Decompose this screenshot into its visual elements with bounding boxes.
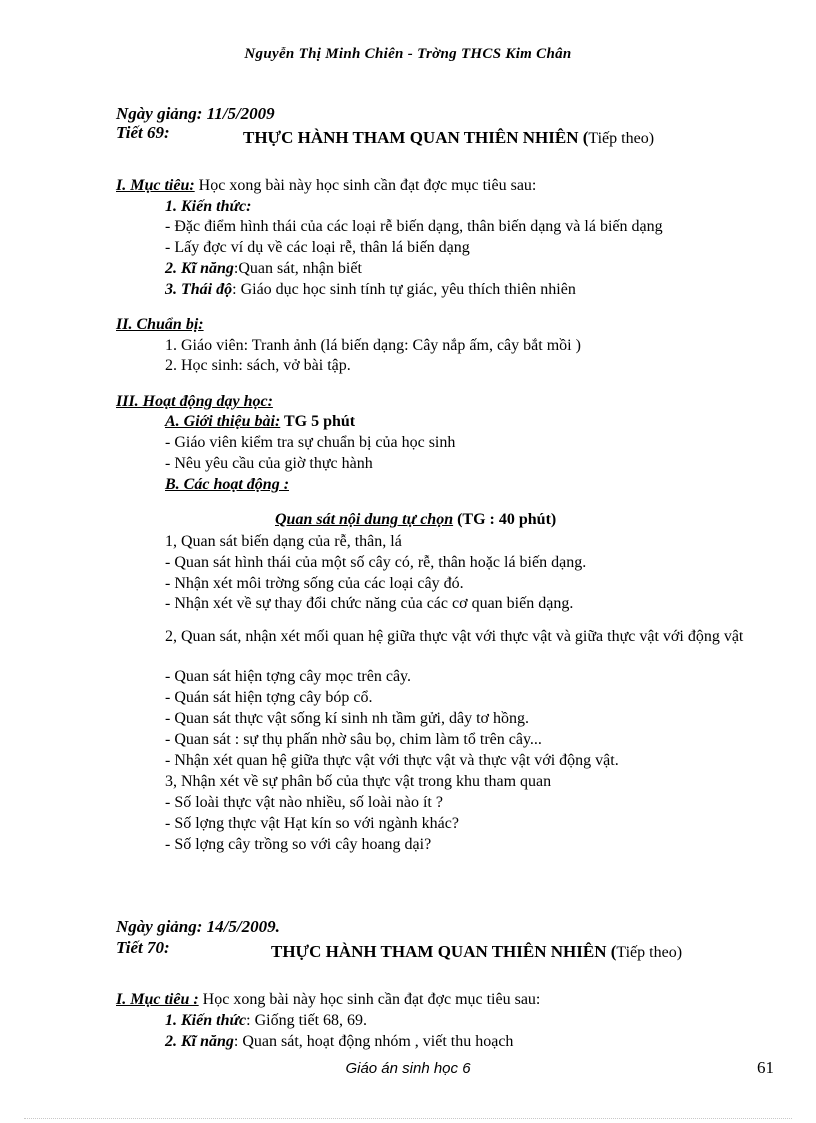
section-objectives-heading: I. Mục tiêu: (116, 177, 195, 194)
objectives-line (116, 177, 536, 195)
lesson-title (243, 128, 654, 148)
lesson-date: Ngày giảng: 11/5/2009 (116, 104, 275, 123)
knowledge-heading: 1. Kiến thức (165, 1012, 247, 1029)
activity-item: - Quan sát hiện tợng cây mọc trên cây. (165, 668, 411, 685)
lesson-title-main: THỰC HÀNH THAM QUAN THIÊN NHIÊN ( (243, 128, 589, 147)
intro-item: - Giáo viên kiểm tra sự chuẩn bị của học sinh (165, 434, 456, 451)
preparation-item: 2. Học sinh: sách, vở bài tập. (165, 357, 351, 374)
lesson-period: Tiết 70: (116, 938, 170, 957)
activity-head-wrapped: 2, Quan sát, nhận xét mối quan hệ giữa thực vật với thực vật và giữa thực vật với động vật (165, 628, 744, 645)
section-objectives-heading: I. Mục tiêu : (116, 991, 199, 1008)
activity-item: - Quan sát hình thái của một số cây có, rễ, thân hoặc lá biến dạng. (165, 554, 587, 571)
skill-text: : Quan sát, hoạt động nhóm , viết thu hoạch (233, 1033, 514, 1050)
knowledge-text: : Giống tiết 68, 69. (246, 1012, 368, 1029)
observe-time: (TG : 40 phút) (453, 511, 557, 528)
activity-item: - Nhận xét quan hệ giữa thực vật với thực vật và thực vật với động vật. (165, 752, 619, 769)
activities-subheading: B. Các hoạt động : (165, 476, 290, 493)
skill-heading: 2. Kĩ năng (165, 260, 234, 277)
activity-item: - Số lợng cây trồng so với cây hoang dại? (165, 836, 432, 853)
lesson-title-tiep: Tiếp theo) (588, 130, 655, 147)
activity-item: - Nhận xét môi trờng sống của các loại cây đó. (165, 575, 464, 592)
page-number: 61 (757, 1058, 774, 1077)
knowledge-item: - Lấy đợc ví dụ về các loại rễ, thân lá biến dạng (165, 239, 470, 256)
activity-item: - Số lợng thực vật Hạt kín so với ngành khác? (165, 815, 459, 832)
section-activities-heading: III. Hoạt động dạy học: (116, 393, 273, 410)
activity-item: - Số loài thực vật nào nhiều, số loài nào ít ? (165, 794, 443, 811)
activity-head: 1, Quan sát biến dạng của rễ, thân, lá (165, 533, 402, 550)
intro-heading: A. Giới thiệu bài: (165, 413, 281, 430)
attitude-line (165, 281, 576, 299)
knowledge-line (165, 1012, 367, 1030)
observe-heading: Quan sát nội dung tự chọn (275, 511, 454, 528)
intro-line (165, 413, 355, 431)
activity-item: - Quán sát hiện tợng cây bóp cổ. (165, 689, 373, 706)
lesson-title-main: THỰC HÀNH THAM QUAN THIÊN NHIÊN ( (271, 942, 617, 961)
skill-line (165, 1033, 513, 1051)
knowledge-item: - Đặc điểm hình thái của các loại rễ biến dạng, thân biến dạng và lá biến dạng (165, 218, 663, 235)
objectives-line (116, 991, 540, 1009)
preparation-item: 1. Giáo viên: Tranh ảnh (lá biến dạng: Cây nắp ấm, cây bắt mồi ) (165, 337, 581, 354)
intro-time: TG 5 phút (280, 413, 356, 430)
lesson-period: Tiết 69: (116, 123, 170, 142)
skill-line (165, 260, 362, 278)
lesson-title-tiep: Tiếp theo) (616, 944, 683, 961)
attitude-text: : Giáo dục học sinh tính tự giác, yêu thích thiên nhiên (232, 281, 576, 298)
activity-item: - Quan sát : sự thụ phấn nhờ sâu bọ, chim làm tổ trên cây... (165, 731, 542, 748)
page-header: Nguyễn Thị Minh Chiên - Trờng THCS Kim Chân (244, 46, 572, 62)
footer-title: Giáo án sinh học 6 (345, 1060, 471, 1077)
skill-heading: 2. Kĩ năng (165, 1033, 234, 1050)
lesson-date: Ngày giảng: 14/5/2009. (116, 917, 280, 936)
section-preparation-heading: II. Chuẩn bị: (116, 316, 204, 333)
observe-heading-line (275, 511, 556, 529)
lesson-title (271, 942, 682, 962)
intro-item: - Nêu yêu cầu của giờ thực hành (165, 455, 373, 472)
knowledge-heading: 1. Kiến thức: (165, 198, 252, 215)
activity-item: - Nhận xét về sự thay đổi chức năng của các cơ quan biến dạng. (165, 595, 574, 612)
activity-item: - Quan sát thực vật sống kí sinh nh tầm gửi, dây tơ hồng. (165, 710, 529, 727)
skill-text: :Quan sát, nhận biết (233, 260, 362, 277)
page-bottom-border (24, 1118, 792, 1119)
objectives-text: Học xong bài này học sinh cần đạt đợc mục tiêu sau: (198, 991, 541, 1008)
activity-head: 3, Nhận xét về sự phân bố của thực vật trong khu tham quan (165, 773, 552, 790)
attitude-heading: 3. Thái độ (165, 281, 233, 298)
objectives-text: Học xong bài này học sinh cần đạt đợc mục tiêu sau: (194, 177, 537, 194)
